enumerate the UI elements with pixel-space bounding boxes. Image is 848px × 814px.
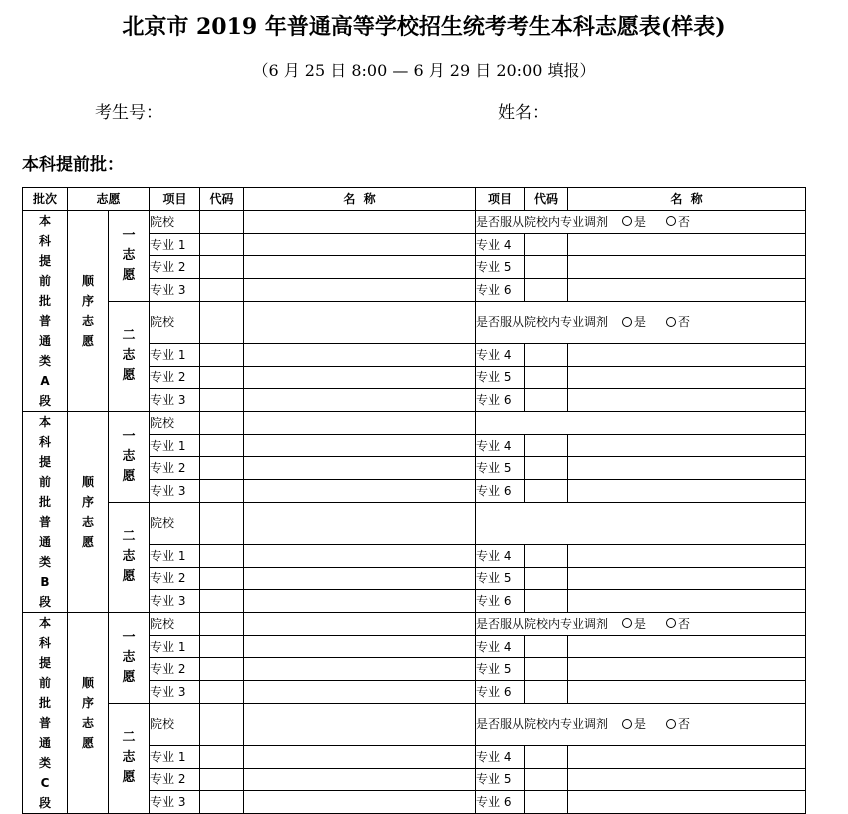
major-code-input[interactable]: [200, 658, 244, 681]
major-name-input[interactable]: [568, 544, 806, 567]
choice-label: 一 志 愿: [109, 412, 150, 503]
item-major: 专业 3: [150, 389, 200, 412]
item-major: 专业 5: [476, 256, 525, 279]
item-major: 专业 2: [150, 768, 200, 791]
item-major: 专业 5: [476, 658, 525, 681]
major-name-input[interactable]: [244, 389, 476, 412]
item-major: 专业 3: [150, 279, 200, 302]
batch-label: 本 科 提 前 批 普 通 类 C 段: [23, 613, 68, 814]
radio-no-icon[interactable]: [666, 216, 676, 226]
major-name-input[interactable]: [244, 256, 476, 279]
table-row: [23, 211, 806, 234]
item-major: 专业 2: [150, 366, 200, 389]
major-code-input[interactable]: [200, 389, 244, 412]
adjust-option[interactable]: [476, 211, 806, 234]
major-code-input[interactable]: [200, 544, 244, 567]
order-choice-label: 顺 序 志 愿: [68, 613, 109, 814]
item-major: 专业 3: [150, 791, 200, 814]
major-name-input[interactable]: [568, 658, 806, 681]
item-major: 专业 1: [150, 544, 200, 567]
major-code-input[interactable]: [525, 791, 568, 814]
adjust-question: 是否服从院校内专业调剂: [476, 616, 609, 631]
item-major: 专业 2: [150, 567, 200, 590]
school-code-input[interactable]: [200, 301, 244, 343]
item-school: 院校: [150, 211, 200, 234]
major-code-input[interactable]: [200, 366, 244, 389]
item-major: 专业 6: [476, 389, 525, 412]
major-name-input[interactable]: [568, 791, 806, 814]
item-major: 专业 4: [476, 343, 525, 366]
item-school: 院校: [150, 502, 200, 544]
item-major: 专业 6: [476, 791, 525, 814]
adjust-question: 是否服从院校内专业调剂: [476, 717, 609, 732]
major-code-input[interactable]: [200, 480, 244, 503]
major-code-input[interactable]: [525, 635, 568, 658]
major-name-input[interactable]: [568, 480, 806, 503]
item-major: 专业 6: [476, 279, 525, 302]
radio-no-icon[interactable]: [666, 618, 676, 628]
major-code-input[interactable]: [525, 256, 568, 279]
choice-label: 一 志 愿: [109, 613, 150, 704]
item-major: 专业 5: [476, 768, 525, 791]
major-code-input[interactable]: [525, 434, 568, 457]
major-name-input[interactable]: [244, 279, 476, 302]
col-item-2: 项目: [476, 188, 525, 211]
radio-yes-icon[interactable]: [622, 317, 632, 327]
col-name-2: 名 称: [568, 188, 806, 211]
item-major: 专业 4: [476, 635, 525, 658]
item-major: 专业 6: [476, 480, 525, 503]
major-name-input[interactable]: [568, 635, 806, 658]
application-form-table: [22, 187, 806, 814]
adjust-option[interactable]: [476, 703, 806, 745]
major-name-input[interactable]: [568, 745, 806, 768]
major-name-input[interactable]: [568, 457, 806, 480]
major-name-input[interactable]: [568, 389, 806, 412]
major-code-input[interactable]: [200, 745, 244, 768]
school-code-input[interactable]: [200, 502, 244, 544]
page-title: 北京市 2019 年普通高等学校招生统考考生本科志愿表(样表): [122, 14, 726, 40]
major-name-input[interactable]: [568, 434, 806, 457]
col-code-2: 代码: [525, 188, 568, 211]
item-school: 院校: [150, 412, 200, 435]
major-code-input[interactable]: [525, 457, 568, 480]
item-major: 专业 5: [476, 567, 525, 590]
major-code-input[interactable]: [525, 366, 568, 389]
col-name: 名 称: [244, 188, 476, 211]
table-row: [23, 412, 806, 435]
major-name-input[interactable]: [244, 745, 476, 768]
item-major: 专业 3: [150, 480, 200, 503]
item-major: 专业 1: [150, 635, 200, 658]
major-code-input[interactable]: [525, 343, 568, 366]
major-name-input[interactable]: [244, 658, 476, 681]
major-name-input[interactable]: [568, 279, 806, 302]
radio-no-icon[interactable]: [666, 719, 676, 729]
major-name-input[interactable]: [244, 635, 476, 658]
major-code-input[interactable]: [525, 480, 568, 503]
major-code-input[interactable]: [200, 635, 244, 658]
school-code-input[interactable]: [200, 703, 244, 745]
radio-yes-icon[interactable]: [622, 216, 632, 226]
batch-label: 本 科 提 前 批 普 通 类 A 段: [23, 211, 68, 412]
col-choice: 志愿: [68, 188, 150, 211]
major-name-input[interactable]: [244, 791, 476, 814]
table-row: [23, 502, 806, 544]
item-major: 专业 6: [476, 590, 525, 613]
adjust-no-label: 否: [678, 315, 691, 330]
major-name-input[interactable]: [244, 681, 476, 704]
major-name-input[interactable]: [568, 256, 806, 279]
exam-id-label: 考生号：: [95, 103, 163, 123]
adjust-option[interactable]: [476, 301, 806, 343]
item-major: 专业 3: [150, 590, 200, 613]
major-code-input[interactable]: [200, 256, 244, 279]
table-row: [23, 703, 806, 745]
header-row: [23, 188, 806, 211]
major-name-input[interactable]: [244, 590, 476, 613]
school-code-input[interactable]: [200, 211, 244, 234]
adjust-question: 是否服从院校内专业调剂: [476, 315, 609, 330]
table-row: [23, 301, 806, 343]
item-school: 院校: [150, 703, 200, 745]
major-code-input[interactable]: [525, 233, 568, 256]
school-name-input[interactable]: [244, 613, 476, 636]
major-name-input[interactable]: [568, 567, 806, 590]
major-name-input[interactable]: [244, 544, 476, 567]
item-major: 专业 3: [150, 681, 200, 704]
school-code-input[interactable]: [200, 412, 244, 435]
item-major: 专业 4: [476, 745, 525, 768]
item-major: 专业 4: [476, 233, 525, 256]
fill-period: （6 月 25 日 8:00 — 6 月 29 日 20:00 填报）: [252, 61, 596, 80]
major-name-input[interactable]: [568, 590, 806, 613]
col-item: 项目: [150, 188, 200, 211]
choice-label: 一 志 愿: [109, 211, 150, 302]
major-name-input[interactable]: [244, 343, 476, 366]
major-name-input[interactable]: [244, 567, 476, 590]
major-code-input[interactable]: [525, 279, 568, 302]
col-code: 代码: [200, 188, 244, 211]
major-code-input[interactable]: [200, 791, 244, 814]
item-major: 专业 1: [150, 343, 200, 366]
form-body: [23, 211, 806, 814]
major-code-input[interactable]: [200, 590, 244, 613]
major-code-input[interactable]: [200, 279, 244, 302]
radio-no-icon[interactable]: [666, 317, 676, 327]
major-name-input[interactable]: [568, 681, 806, 704]
item-major: 专业 2: [150, 457, 200, 480]
item-major: 专业 5: [476, 366, 525, 389]
school-name-input[interactable]: [244, 502, 476, 544]
choice-label: 二 志 愿: [109, 301, 150, 411]
major-name-input[interactable]: [568, 343, 806, 366]
item-major: 专业 5: [476, 457, 525, 480]
col-batch: 批次: [23, 188, 68, 211]
adjust-yes-label: 是: [634, 214, 647, 229]
empty-cell: [476, 502, 806, 544]
empty-cell: [476, 412, 806, 435]
major-code-input[interactable]: [200, 343, 244, 366]
major-code-input[interactable]: [200, 434, 244, 457]
school-name-input[interactable]: [244, 301, 476, 343]
major-code-input[interactable]: [525, 567, 568, 590]
item-major: 专业 4: [476, 434, 525, 457]
adjust-yes-label: 是: [634, 717, 647, 732]
major-name-input[interactable]: [568, 233, 806, 256]
choice-label: 二 志 愿: [109, 703, 150, 813]
order-choice-label: 顺 序 志 愿: [68, 211, 109, 412]
major-code-input[interactable]: [525, 544, 568, 567]
major-code-input[interactable]: [200, 233, 244, 256]
item-major: 专业 2: [150, 256, 200, 279]
adjust-yes-label: 是: [634, 616, 647, 631]
item-major: 专业 4: [476, 544, 525, 567]
major-code-input[interactable]: [200, 681, 244, 704]
table-row: [23, 613, 806, 636]
choice-label: 二 志 愿: [109, 502, 150, 612]
adjust-no-label: 否: [678, 717, 691, 732]
adjust-no-label: 否: [678, 616, 691, 631]
major-code-input[interactable]: [525, 745, 568, 768]
school-name-input[interactable]: [244, 211, 476, 234]
major-code-input[interactable]: [200, 567, 244, 590]
section-title: 本科提前批：: [22, 155, 124, 175]
school-code-input[interactable]: [200, 613, 244, 636]
major-name-input[interactable]: [568, 366, 806, 389]
item-school: 院校: [150, 613, 200, 636]
radio-yes-icon[interactable]: [622, 719, 632, 729]
order-choice-label: 顺 序 志 愿: [68, 412, 109, 613]
adjust-yes-label: 是: [634, 315, 647, 330]
major-name-input[interactable]: [244, 457, 476, 480]
major-code-input[interactable]: [525, 658, 568, 681]
major-name-input[interactable]: [244, 434, 476, 457]
item-major: 专业 2: [150, 658, 200, 681]
item-major: 专业 1: [150, 745, 200, 768]
major-code-input[interactable]: [525, 389, 568, 412]
item-major: 专业 6: [476, 681, 525, 704]
major-code-input[interactable]: [525, 590, 568, 613]
adjust-no-label: 否: [678, 214, 691, 229]
item-school: 院校: [150, 301, 200, 343]
adjust-option[interactable]: [476, 613, 806, 636]
radio-yes-icon[interactable]: [622, 618, 632, 628]
major-code-input[interactable]: [525, 681, 568, 704]
major-name-input[interactable]: [244, 366, 476, 389]
major-name-input[interactable]: [244, 233, 476, 256]
batch-label: 本 科 提 前 批 普 通 类 B 段: [23, 412, 68, 613]
major-name-input[interactable]: [244, 480, 476, 503]
school-name-input[interactable]: [244, 412, 476, 435]
major-code-input[interactable]: [200, 457, 244, 480]
adjust-question: 是否服从院校内专业调剂: [476, 214, 609, 229]
item-major: 专业 1: [150, 233, 200, 256]
name-label: 姓名：: [498, 103, 549, 123]
item-major: 专业 1: [150, 434, 200, 457]
school-name-input[interactable]: [244, 703, 476, 745]
